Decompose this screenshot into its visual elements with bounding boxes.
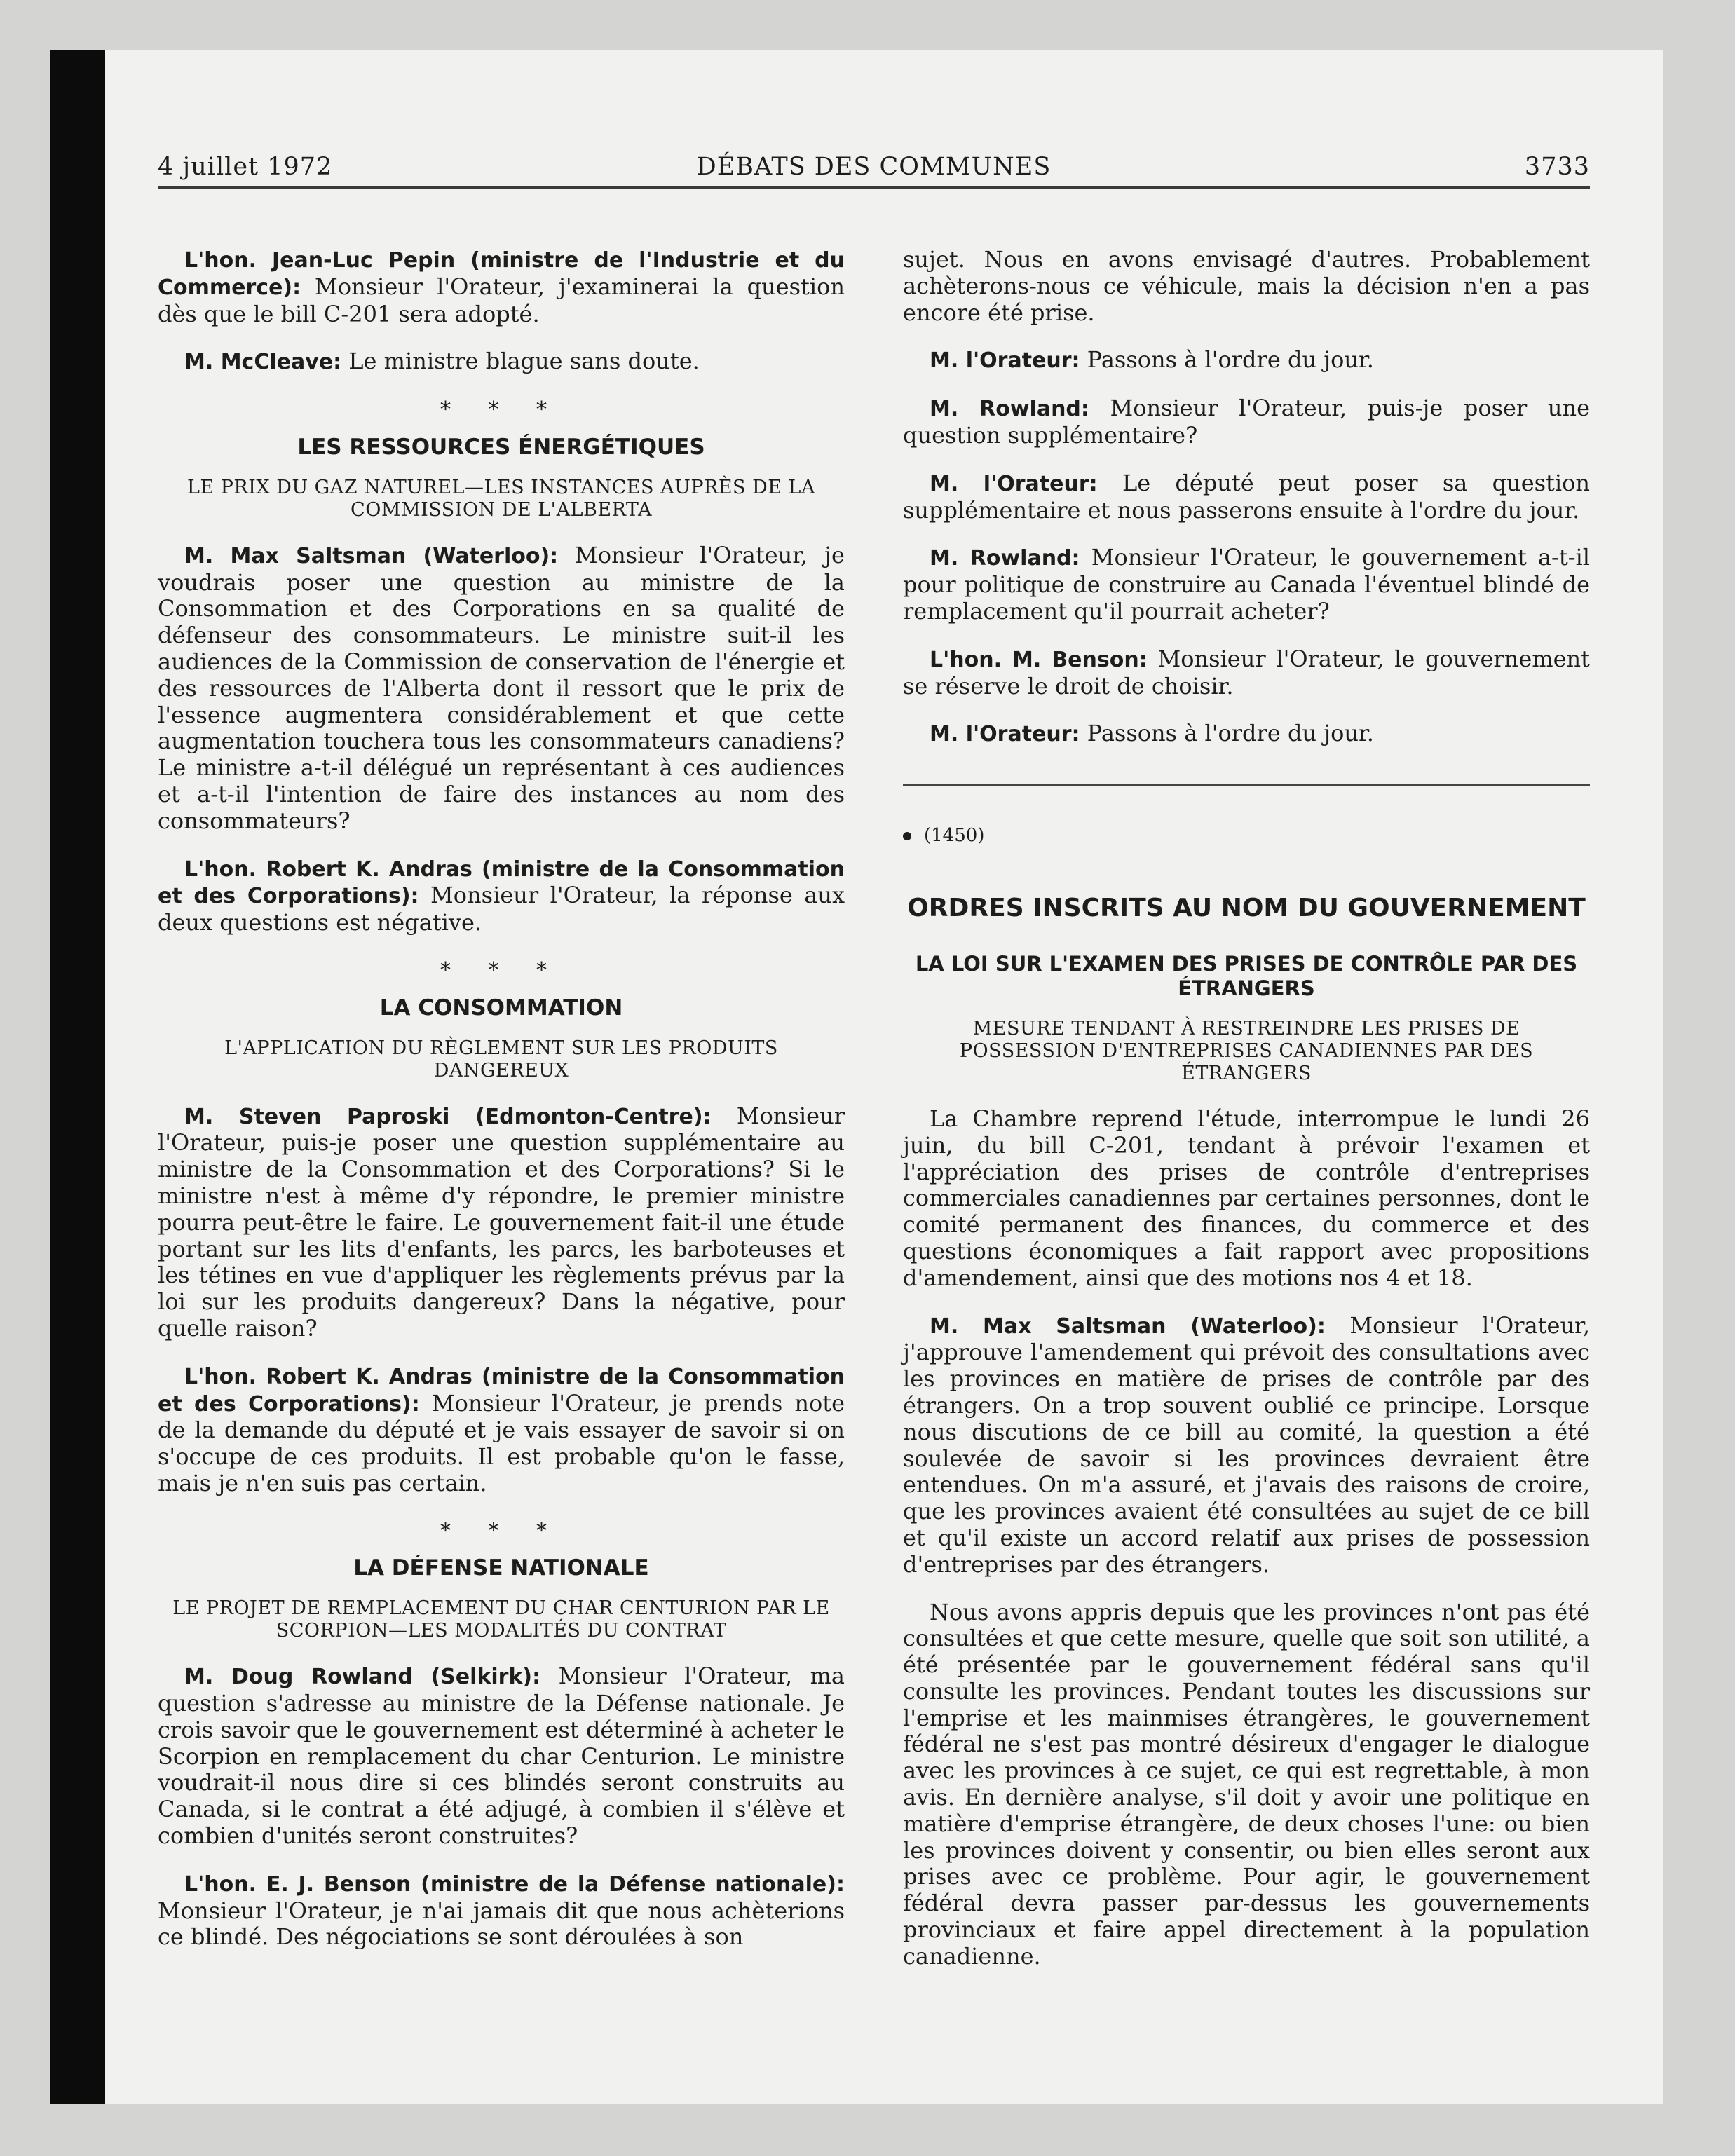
time-stamp-text: (1450) xyxy=(924,825,985,847)
speech-text: Monsieur l'Orateur, j'approuve l'amendement qui prévoit des consultations avec les provinces en matière de prises de contrôle par des étrangers. On a trop souvent oublié ce principe. Lorsque nous discutions de ce bill au comité, la question a été soulevée de savoir si les provinces devraient être entendues. On m'a assuré, et j'avais des raisons de croire, que les provinces avaient été consultées au sujet de ce bill et qu'il existe un accord relatif aux prises de possession d'entreprises par des étrangers. xyxy=(903,1311,1591,1578)
paragraph xyxy=(903,545,1590,625)
speech-text: Passons à l'ordre du jour. xyxy=(1087,720,1374,747)
header-title: DÉBATS DES COMMUNES xyxy=(696,153,1052,181)
speaker-name: M. McCleave: xyxy=(184,350,342,375)
section-title: LES RESSOURCES ÉNERGÉTIQUES xyxy=(297,434,705,460)
speaker-name: M. Steven Paproski (Edmonton-Centre): xyxy=(184,1104,712,1129)
speech-text: Le député peut poser sa question supplémentaire et nous passerons ensuite à l'ordre du jour. xyxy=(903,469,1591,524)
header-page-number: 3733 xyxy=(1524,153,1590,181)
speech-text: Passons à l'ordre du jour. xyxy=(1087,346,1374,374)
speech-text: Monsieur l'Orateur, ma question s'adresse au ministre de la Défense nationale. Je crois savoir que le gouvernement est déterminé à acheter le Scorpion en remplacement du char Centurion. Le ministre voudrait-il nous dire si ces blindés seront construits au Canada, si le contrat a été adjugé, à combien il s'élève et combien d'unités seront construites? xyxy=(158,1663,845,1850)
speaker-name: L'hon. Jean-Luc Pepin (ministre de l'Industrie et du Commerce): xyxy=(158,248,845,300)
section-subtitle: LE PROJET DE REMPLACEMENT DU CHAR CENTURION PAR LE SCORPION—LES MODALITÉS DU CONTRAT xyxy=(172,1597,830,1642)
speech-text: La Chambre reprend l'étude, interrompue le lundi 26 juin, du bill C-201, tendant à prévoir l'examen et l'appréciation des prises de contrôle d'entreprises commerciales canadiennes par certaines personnes, dont le comité permanent des finances, du commerce et des questions économiques a fait rapport avec propositions d'amendement, ainsi que des motions nos 4 et 18. xyxy=(903,1105,1590,1291)
speech-text: Monsieur l'Orateur, puis-je poser une question supplémentaire au ministre de la Consommation et des Corporations? Si le ministre n'est à même d'y répondre, le premier ministre pourra peut-être le faire. Le gouvernement fait-il une étude portant sur les lits d'enfants, les parcs, les barboteuses et les tétines en vue d'appliquer les règlements prévus par la loi sur les produits dangereux? Dans la négative, pour quelle raison? xyxy=(158,1102,845,1342)
paragraph xyxy=(903,347,1590,374)
section-separator: * * * xyxy=(440,957,563,983)
section-title: LA LOI SUR L'EXAMEN DES PRISES DE CONTRÔLE PAR DES ÉTRANGERS xyxy=(915,951,1578,1000)
paragraph xyxy=(903,470,1590,524)
speaker-name: M. Max Saltsman (Waterloo): xyxy=(184,543,559,568)
scan-black-edge xyxy=(50,50,105,2104)
right-column xyxy=(903,247,1590,1991)
paragraph xyxy=(158,543,845,835)
section-subtitle: MESURE TENDANT À RESTREINDRE LES PRISES DE POSSESSION D'ENTREPRISES CANADIENNES PAR DES ÉTRANGERS xyxy=(959,1017,1534,1084)
section-separator: * * * xyxy=(440,397,563,423)
left-column xyxy=(158,247,845,1972)
speaker-name: M. Rowland: xyxy=(930,397,1089,422)
page-header xyxy=(158,149,1590,189)
main-heading: ORDRES INSCRITS AU NOM DU GOUVERNEMENT xyxy=(907,893,1586,922)
speaker-name: L'hon. E. J. Benson (ministre de la Défense nationale): xyxy=(184,1871,845,1897)
speaker-name: M. Max Saltsman (Waterloo): xyxy=(930,1314,1326,1339)
speaker-name: M. Doug Rowland (Selkirk): xyxy=(184,1665,541,1690)
speaker-name: M. l'Orateur: xyxy=(930,471,1098,496)
speech-text: Monsieur l'Orateur, le gouvernement a-t-il pour politique de construire au Canada l'éventuel blindé de remplacement qu'il pourrait acheter? xyxy=(903,544,1591,625)
paragraph xyxy=(903,1106,1590,1292)
time-stamp xyxy=(903,823,1590,850)
paragraph xyxy=(903,721,1590,748)
paragraph xyxy=(158,1103,845,1342)
speech-text: Nous avons appris depuis que les provinces n'ont pas été consultées et que cette mesure, quelle que soit son utilité, a été présentée par le gouvernement fédéral sans qu'il consulte les provinces. Pendant toutes les discussions sur l'emprise et les mainmises étrangères, le gouvernement fédéral ne s'est pas montré désireux d'engager le dialogue avec les provinces à ce sujet, ce qui est regrettable, à mon avis. En dernière analyse, s'il doit y avoir une politique en matière d'emprise étrangère, de deux choses l'une: ou bien les provinces doivent y consentir, ou bien elles seront aux prises avec ce problème. Pour agir, le gouvernement fédéral devra passer par-dessus les gouvernements provinciaux et faire appel directement à la population canadienne. xyxy=(903,1598,1590,1970)
section-title: LA CONSOMMATION xyxy=(379,995,623,1021)
paragraph xyxy=(158,348,845,376)
speech-text: Monsieur l'Orateur, je voudrais poser une question au ministre de la Consommation et des Corporations en sa qualité de défenseur des consommateurs. Le ministre suit-il les audiences de la Commission de conservation de l'énergie et des ressources de l'Alberta dont il ressort que le prix de l'essence augmentera considérablement et que cette augmentation touchera tous les consommateurs canadiens? Le ministre a-t-il délégué un représentant à ces audiences et a-t-il l'intention de faire des instances au nom des consommateurs? xyxy=(158,541,845,834)
header-date: 4 juillet 1972 xyxy=(158,153,333,181)
paragraph xyxy=(903,247,1590,326)
paragraph xyxy=(158,1363,845,1497)
section-subtitle: L'APPLICATION DU RÈGLEMENT SUR LES PRODUITS DANGEREUX xyxy=(224,1037,778,1082)
speech-text: Monsieur l'Orateur, la réponse aux deux questions est négative. xyxy=(158,882,845,936)
speaker-name: M. l'Orateur: xyxy=(930,348,1080,374)
paragraph xyxy=(158,856,845,936)
speaker-name: L'hon. Robert K. Andras (ministre de la Consommation et des Corporations): xyxy=(158,1364,845,1417)
section-separator: * * * xyxy=(440,1518,563,1543)
speech-text: sujet. Nous en avons envisagé d'autres. Probablement achèterons-nous ce véhicule, mais la décision n'en a pas encore été prise. xyxy=(903,246,1590,326)
divider xyxy=(903,784,1590,786)
speech-text: Monsieur l'Orateur, le gouvernement se réserve le droit de choisir. xyxy=(903,645,1590,700)
section-subtitle: LE PRIX DU GAZ NATUREL—LES INSTANCES AUPRÈS DE LA COMMISSION DE L'ALBERTA xyxy=(187,476,815,521)
paragraph xyxy=(158,247,845,327)
speaker-name: M. l'Orateur: xyxy=(930,722,1080,747)
paragraph xyxy=(903,646,1590,700)
bullet-icon xyxy=(903,832,911,840)
page-content xyxy=(158,149,1591,1970)
speaker-name: L'hon. M. Benson: xyxy=(930,647,1148,672)
speaker-name: L'hon. Robert K. Andras (ministre de la Consommation et des Corporations): xyxy=(158,857,845,909)
speech-text: Monsieur l'Orateur, je n'ai jamais dit que nous achèterions ce blindé. Des négociations se sont déroulées à son xyxy=(158,1897,845,1951)
section-title: LA DÉFENSE NATIONALE xyxy=(353,1555,649,1581)
speech-text: Monsieur l'Orateur, je prends note de la demande du député et je vais essayer de savoir si on s'occupe de ces produits. Il est probable qu'on le fasse, mais je n'en suis pas certain. xyxy=(158,1389,845,1496)
speech-text: Le ministre blague sans doute. xyxy=(348,348,700,375)
speech-text: Monsieur l'Orateur, puis-je poser une question supplémentaire? xyxy=(903,395,1590,449)
paragraph xyxy=(903,1313,1590,1578)
paragraph xyxy=(903,1599,1590,1970)
paragraph xyxy=(158,1871,845,1951)
paragraph xyxy=(903,395,1590,449)
speech-text: Monsieur l'Orateur, j'examinerai la question dès que le bill C-201 sera adopté. xyxy=(158,273,845,327)
speaker-name: M. Rowland: xyxy=(930,546,1080,571)
paragraph xyxy=(158,1663,845,1850)
